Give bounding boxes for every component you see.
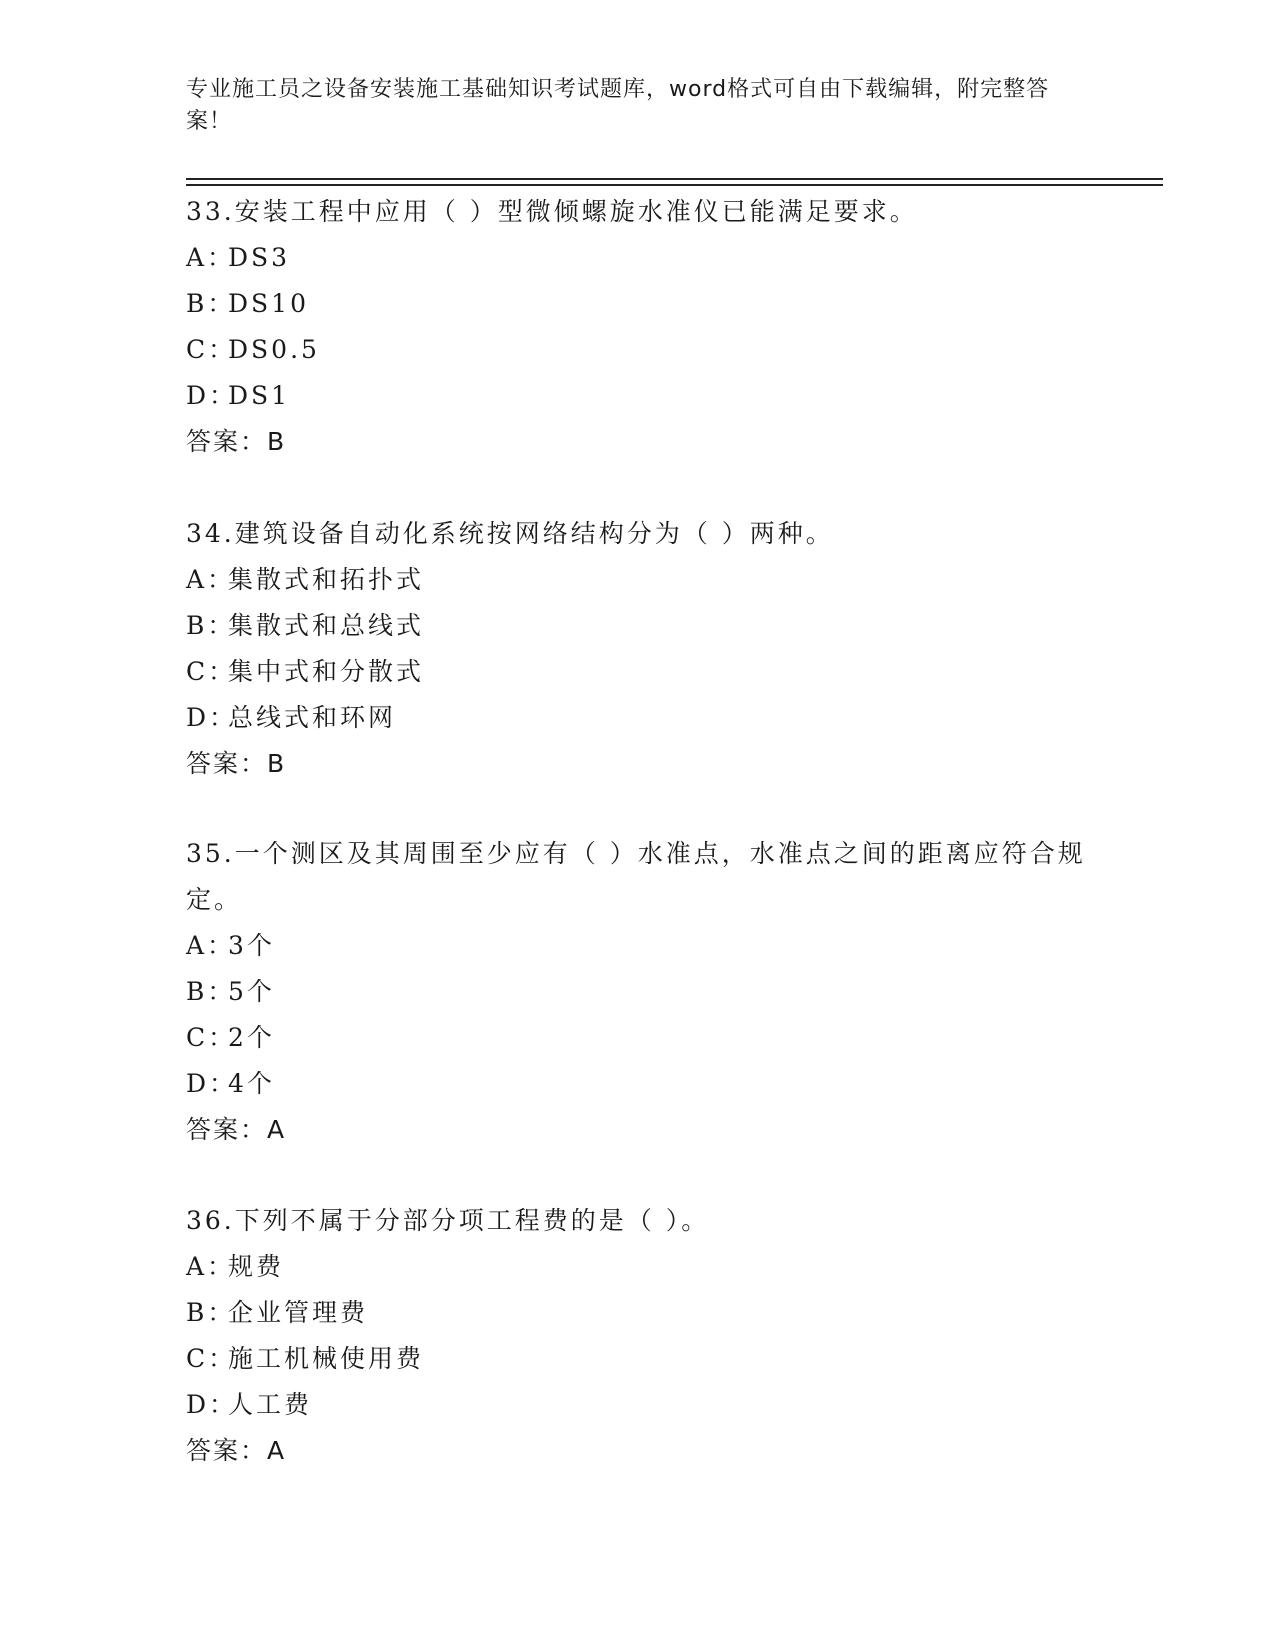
option-key: D：	[186, 1069, 238, 1098]
option-d	[186, 695, 1086, 741]
option-key: A：	[186, 565, 236, 594]
option-key: D：	[186, 703, 238, 732]
option-key: C：	[186, 657, 237, 686]
option-text: 集散式和拓扑式	[228, 565, 425, 594]
option-text: 集散式和总线式	[228, 611, 425, 640]
option-key: D：	[186, 1390, 238, 1419]
question-title: 34.建筑设备自动化系统按网络结构分为（ ）两种。	[186, 519, 834, 548]
option-text: 人工费	[228, 1390, 313, 1419]
option-key: C：	[186, 1344, 237, 1373]
option-text: 规费	[228, 1252, 285, 1281]
option-b	[186, 969, 1086, 1015]
option-b	[186, 603, 1086, 649]
option-key: A：	[186, 931, 236, 960]
header-divider-top	[186, 178, 1163, 180]
answer-text: 答案：B	[186, 427, 287, 456]
answer-text: 答案：A	[186, 1115, 287, 1144]
option-text: 2个	[228, 1023, 275, 1052]
question-36	[186, 1198, 1086, 1474]
option-a	[186, 923, 1086, 969]
option-key: A：	[186, 1252, 236, 1281]
option-a	[186, 557, 1086, 603]
option-text: 施工机械使用费	[228, 1344, 425, 1373]
option-text: 集中式和分散式	[228, 657, 425, 686]
option-c	[186, 649, 1086, 695]
option-text: DS3	[228, 243, 291, 272]
question-title: 33.安装工程中应用（ ）型微倾螺旋水准仪已能满足要求。	[186, 197, 918, 226]
option-text: DS0.5	[228, 335, 320, 364]
option-text: DS10	[228, 289, 309, 318]
option-a	[186, 235, 1086, 281]
option-c	[186, 1336, 1086, 1382]
question-33	[186, 189, 1086, 465]
header-divider-bottom	[186, 184, 1163, 186]
answer-text: 答案：A	[186, 1436, 287, 1465]
option-b	[186, 281, 1086, 327]
question-title: 35.一个测区及其周围至少应有（ ）水准点，水准点之间的距离应符合规定。	[186, 839, 1086, 914]
option-key: C：	[186, 1023, 237, 1052]
document-header: 专业施工员之设备安装施工基础知识考试题库，word格式可自由下载编辑，附完整答案！	[186, 77, 1050, 134]
option-key: B：	[186, 611, 236, 640]
option-text: 企业管理费	[228, 1298, 369, 1327]
option-key: D：	[186, 381, 238, 410]
option-key: B：	[186, 977, 236, 1006]
answer-text: 答案：B	[186, 749, 287, 778]
option-key: B：	[186, 1298, 236, 1327]
option-text: 4个	[228, 1069, 275, 1098]
question-title: 36.下列不属于分部分项工程费的是（ ）。	[186, 1206, 710, 1235]
option-b	[186, 1290, 1086, 1336]
option-text: 总线式和环网	[228, 703, 397, 732]
question-34	[186, 511, 1086, 787]
option-c	[186, 1015, 1086, 1061]
option-text: 3个	[228, 931, 275, 960]
option-key: B：	[186, 289, 236, 318]
option-d	[186, 1061, 1086, 1107]
option-key: C：	[186, 335, 237, 364]
option-c	[186, 327, 1086, 373]
option-key: A：	[186, 243, 236, 272]
option-a	[186, 1244, 1086, 1290]
option-text: 5个	[228, 977, 275, 1006]
option-d	[186, 373, 1086, 419]
question-35	[186, 831, 1086, 1153]
option-d	[186, 1382, 1086, 1428]
option-text: DS1	[228, 381, 291, 410]
